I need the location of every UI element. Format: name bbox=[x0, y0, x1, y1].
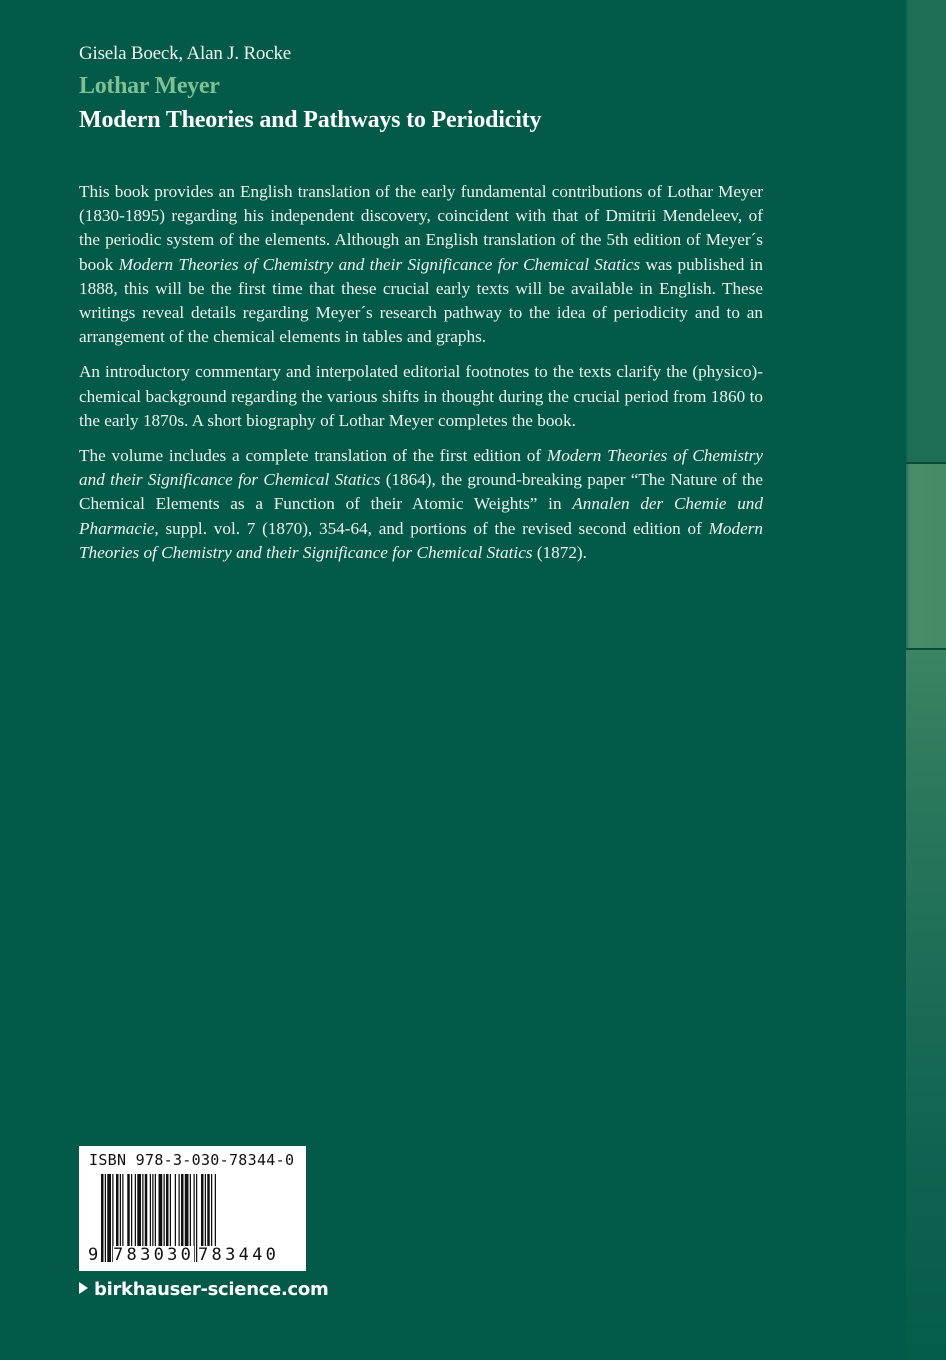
book-spine-edge bbox=[906, 0, 946, 1360]
publisher-website-link[interactable] bbox=[79, 1279, 328, 1300]
barcode-digits-right: 783440 bbox=[198, 1245, 280, 1265]
isbn-label: ISBN 978-3-030-78344-0 bbox=[89, 1151, 295, 1169]
description-paragraph: This book provides an English translation of the early fundamental contributions of Lothar Meyer (1830-1895) regarding his independent discovery, coincident with that of Dmitrii Mendeleev, of the periodic system of the elements. Although an English translation of the 5th edition of Meyer´s book Modern Theories of Chemistry and their Significance for Chemical Statics was published in 1888, this will be the first time that these crucial early texts will be available in English. These writings reveal details regarding Meyer´s research pathway to the idea of periodicity and to an arrangement of the chemical elements in tables and graphs. bbox=[79, 182, 764, 347]
spine-segment-middle bbox=[906, 464, 946, 648]
spine-segment-bottom bbox=[906, 650, 946, 1360]
barcode-digit-first: 9 bbox=[88, 1245, 99, 1265]
book-title: Modern Theories and Pathways to Periodicity bbox=[79, 107, 542, 133]
isbn-barcode-box bbox=[79, 1146, 306, 1271]
website-label: birkhauser-science.com bbox=[94, 1279, 329, 1300]
description-paragraph: An introductory commentary and interpolated editorial footnotes to the texts clarify the (physico)-chemical background regarding the various shifts in thought during the crucial period from 1860 to the early 1870s. A short biography of Lothar Meyer completes the book. bbox=[79, 362, 763, 430]
authors: Gisela Boeck, Alan J. Rocke bbox=[79, 43, 291, 64]
barcode-digits-left: 783030 bbox=[113, 1245, 195, 1265]
spine-segment-top bbox=[906, 0, 946, 462]
subject-name: Lothar Meyer bbox=[79, 73, 220, 99]
book-description bbox=[79, 180, 763, 576]
description-paragraph: The volume includes a complete translation of the first edition of Modern Theories of Chemistry and their Significance for Chemical Statics (1864), the ground-breaking paper “The Nature of the Chemical Elements as a Function of their Atomic Weights” in Annalen der Chemie und Pharmacie, suppl. vol. 7 (1870), 354-64, and portions of the revised second edition of Modern Theories of Chemistry and their Significance for Chemical Statics (1872). bbox=[79, 446, 763, 562]
triangle-right-icon bbox=[79, 1282, 88, 1294]
